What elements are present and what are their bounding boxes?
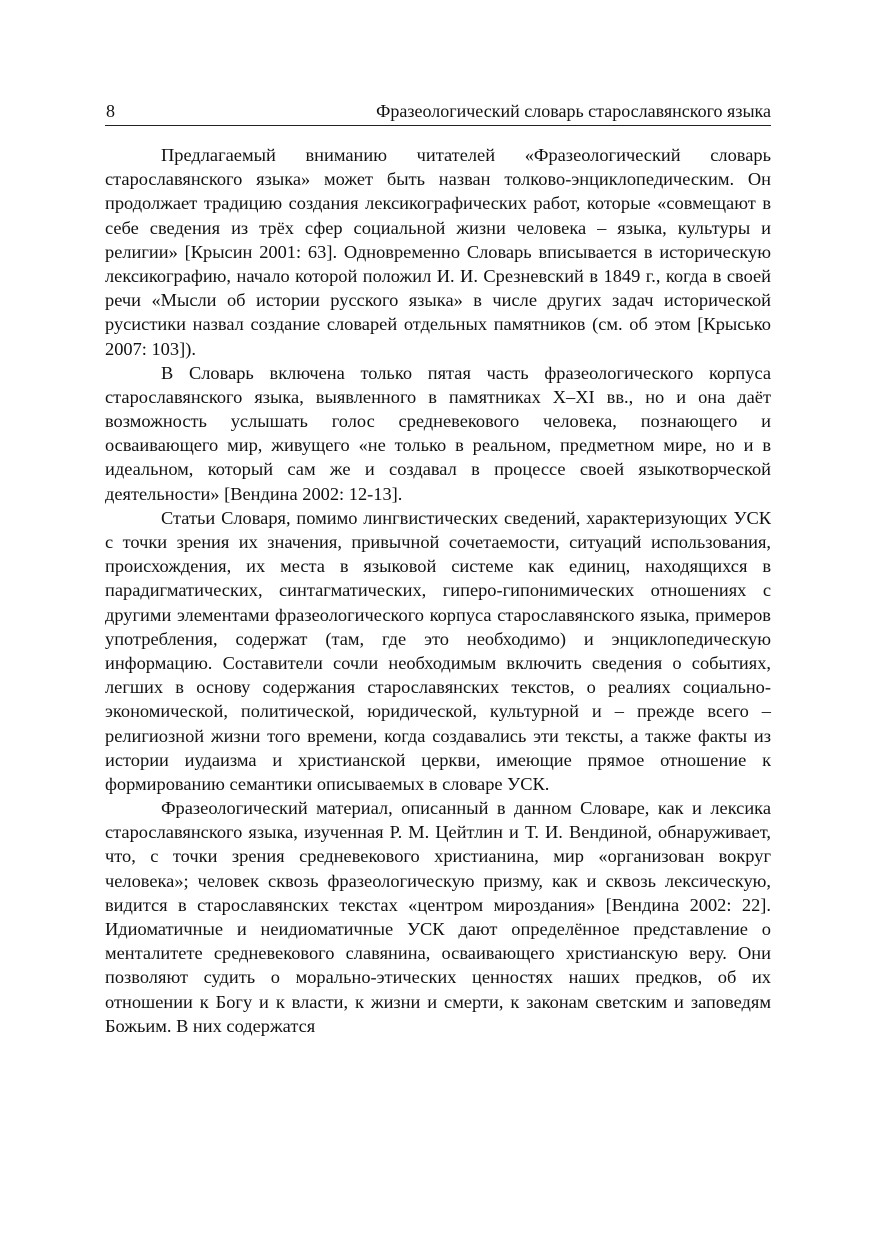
paragraph: В Словарь включена только пятая часть фразеологического корпуса старославянского языка, выявленного в памятниках X–XI вв., но и она даёт возможность услышать голос средневекового человека, познающего и осваивающего мир, живущего «не только в реальном, предметном мире, но и в идеальном, который сам же и создавал в процессе своей языкотворческой деятельности» [Вендина 2002: 12-13]. (105, 362, 771, 504)
page-header (105, 97, 771, 126)
running-title: Фразеологический словарь старославянского языка (376, 101, 771, 121)
document-page (105, 97, 771, 1038)
page-number: 8 (106, 101, 115, 121)
paragraph: Статьи Словаря, помимо лингвистических сведений, характеризующих УСК с точки зрения их значения, привычной сочетаемости, ситуаций использования, происхождения, их места в языковой системе как единиц, находящихся в парадигматических, синтагматических, гиперо-гипонимических отношениях с другими элементами фразеологического корпуса старославянского языка, примеров употребления, содержат (там, где это необходимо) и энциклопедическую информацию. Составители сочли необходимым включить сведения о событиях, легших в основу содержания старославянских текстов, о реалиях социально-экономической, политической, юридической, культурной и – прежде всего – религиозной жизни того времени, когда создавались эти тексты, а также факты из истории иудаизма и христианской церкви, имеющие прямое отношение к формированию семантики описываемых в словаре УСК. (105, 507, 771, 794)
body-text (105, 143, 771, 1038)
paragraph: Предлагаемый вниманию читателей «Фразеологический словарь старославянского языка» может быть назван толково-энциклопедическим. Он продолжает традицию создания лексикографических работ, которые «совмещают в себе сведения из трёх сфер социальной жизни человека – языка, культуры и религии» [Крысин 2001: 63]. Одновременно Словарь вписывается в историческую лексикографию, начало которой положил И. И. Срезневский в 1849 г., когда в своей речи «Мысли об истории русского языка» в числе других задач исторической русистики назвал создание словарей отдельных памятников (см. об этом [Крысько 2007: 103]). (105, 145, 771, 359)
paragraph: Фразеологический материал, описанный в данном Словаре, как и лексика старославянского языка, изученная Р. М. Цейтлин и Т. И. Вендиной, обнаруживает, что, с точки зрения средневекового христианина, мир «организован вокруг человека»; человек сквозь фразеологическую призму, как и сквозь лексическую, видится в старославянских текстах «центром мироздания» [Вендина 2002: 22]. Идиоматичные и неидиоматичные УСК дают определённое представление о менталитете средневекового славянина, осваивающего христианскую веру. Они позволяют судить о морально-этических ценностях наших предков, об их отношении к Богу и к власти, к жизни и смерти, к законам светским и заповедям Божьим. В них содержатся (105, 798, 771, 1036)
